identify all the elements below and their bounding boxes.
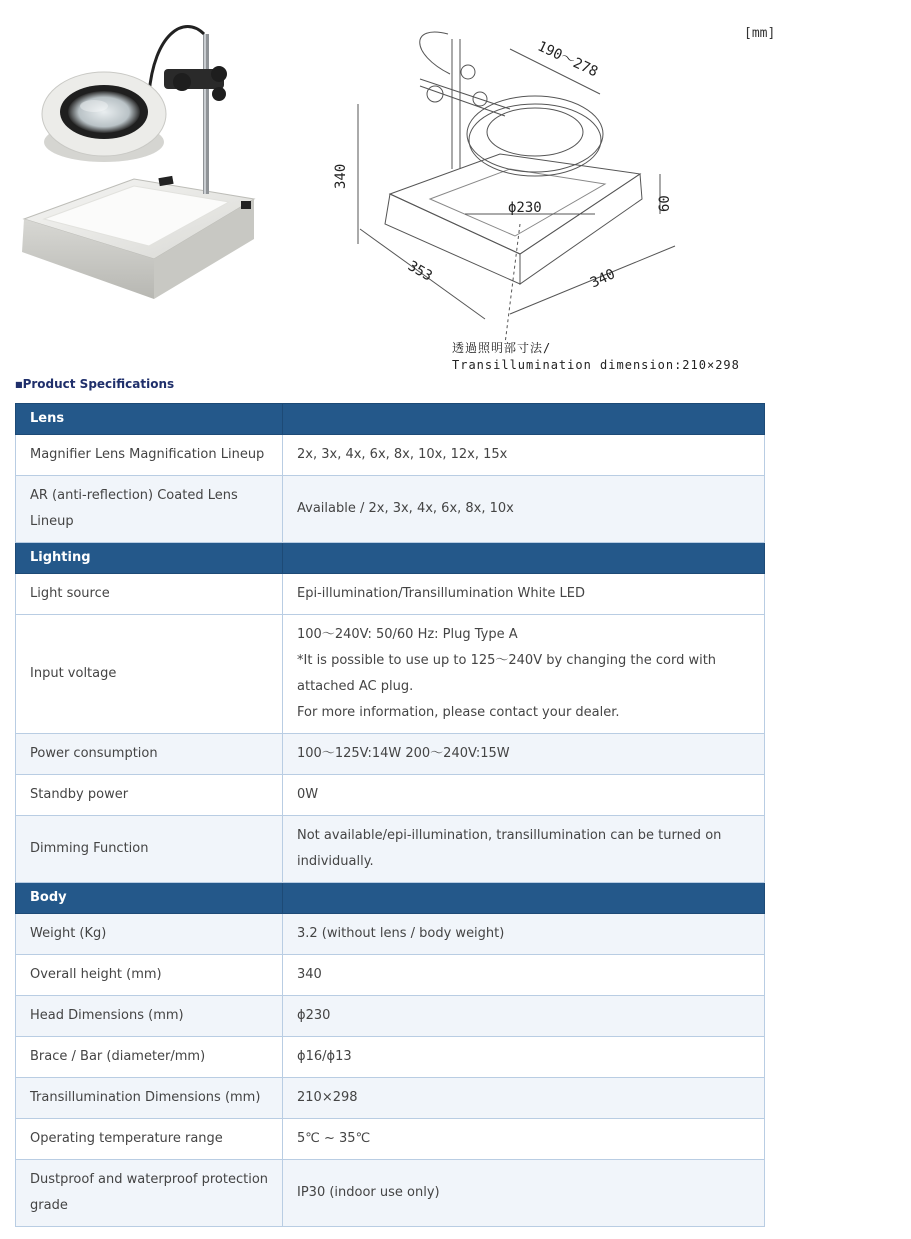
- drawing-caption: [452, 340, 740, 374]
- spec-label: AR (anti-reflection) Coated Lens Lineup: [16, 476, 283, 543]
- section-header: [16, 543, 765, 574]
- table-row: [16, 1037, 765, 1078]
- dimension-label: 190～278: [534, 38, 601, 81]
- table-row: [16, 955, 765, 996]
- dimension-label: 353: [405, 258, 435, 285]
- spec-value-line: For more information, please contact your dealer.: [297, 705, 620, 720]
- spec-value: 2x, 3x, 4x, 6x, 8x, 10x, 12x, 15x: [283, 435, 765, 476]
- product-photo: [14, 14, 264, 304]
- spec-label: Head Dimensions (mm): [16, 996, 283, 1037]
- caption-line-jp: 透過照明部寸法/: [452, 341, 552, 355]
- section-title: Lens: [16, 404, 283, 435]
- dimension-label: ϕ230: [508, 200, 542, 216]
- spec-label: Operating temperature range: [16, 1119, 283, 1160]
- table-row: [16, 914, 765, 955]
- dimension-label: 340: [587, 266, 618, 292]
- section-spacer: [283, 543, 765, 574]
- table-row: [16, 476, 765, 543]
- spec-value: 340: [283, 955, 765, 996]
- spec-value: 3.2 (without lens / body weight): [283, 914, 765, 955]
- table-row: [16, 734, 765, 775]
- spec-value: IP30 (indoor use only): [283, 1160, 765, 1227]
- table-row: [16, 1119, 765, 1160]
- dimension-label: 60: [657, 195, 673, 212]
- spec-label: Dustproof and waterproof protection grade: [16, 1160, 283, 1227]
- section-title: Body: [16, 883, 283, 914]
- spec-value: ϕ230: [283, 996, 765, 1037]
- section-title: Lighting: [16, 543, 283, 574]
- table-row: [16, 574, 765, 615]
- section-header: [16, 883, 765, 914]
- spec-value: Epi-illumination/Transillumination White LED: [283, 574, 765, 615]
- table-row: [16, 615, 765, 734]
- spec-table: [15, 403, 765, 1227]
- table-row: [16, 775, 765, 816]
- table-row: [16, 996, 765, 1037]
- spec-label: Power consumption: [16, 734, 283, 775]
- spec-value: [283, 615, 765, 734]
- unit-label: [mm]: [744, 26, 776, 41]
- caption-line-en: Transillumination dimension:210×298: [452, 358, 740, 372]
- spec-value: 210×298: [283, 1078, 765, 1119]
- spec-label: Weight (Kg): [16, 914, 283, 955]
- dimension-drawing: [330, 14, 790, 374]
- spec-label: Light source: [16, 574, 283, 615]
- spec-label: Brace / Bar (diameter/mm): [16, 1037, 283, 1078]
- spec-label: Transillumination Dimensions (mm): [16, 1078, 283, 1119]
- spec-value: ϕ16/ϕ13: [283, 1037, 765, 1078]
- spec-heading: [15, 377, 174, 391]
- table-row: [16, 1078, 765, 1119]
- table-row: [16, 435, 765, 476]
- spec-value: 0W: [283, 775, 765, 816]
- spec-value: Available / 2x, 3x, 4x, 6x, 8x, 10x: [283, 476, 765, 543]
- spec-label: Dimming Function: [16, 816, 283, 883]
- spec-value: 100～125V:14W 200～240V:15W: [283, 734, 765, 775]
- spec-value-line: *It is possible to use up to 125～240V by changing the cord with attached AC plug.: [297, 653, 717, 694]
- table-row: [16, 816, 765, 883]
- bullet-icon: ■: [15, 380, 23, 389]
- section-spacer: [283, 404, 765, 435]
- section-spacer: [283, 883, 765, 914]
- dimension-label: 340: [333, 163, 349, 189]
- spec-value: Not available/epi-illumination, transillumination can be turned on individually.: [283, 816, 765, 883]
- section-header: [16, 404, 765, 435]
- spec-label: Input voltage: [16, 615, 283, 734]
- spec-label: Standby power: [16, 775, 283, 816]
- spec-heading-text: Product Specifications: [22, 377, 175, 391]
- spec-value: 5℃ ~ 35℃: [283, 1119, 765, 1160]
- spec-label: Overall height (mm): [16, 955, 283, 996]
- table-row: [16, 1160, 765, 1227]
- spec-label: Magnifier Lens Magnification Lineup: [16, 435, 283, 476]
- spec-value-line: 100～240V: 50/60 Hz: Plug Type A: [297, 627, 518, 642]
